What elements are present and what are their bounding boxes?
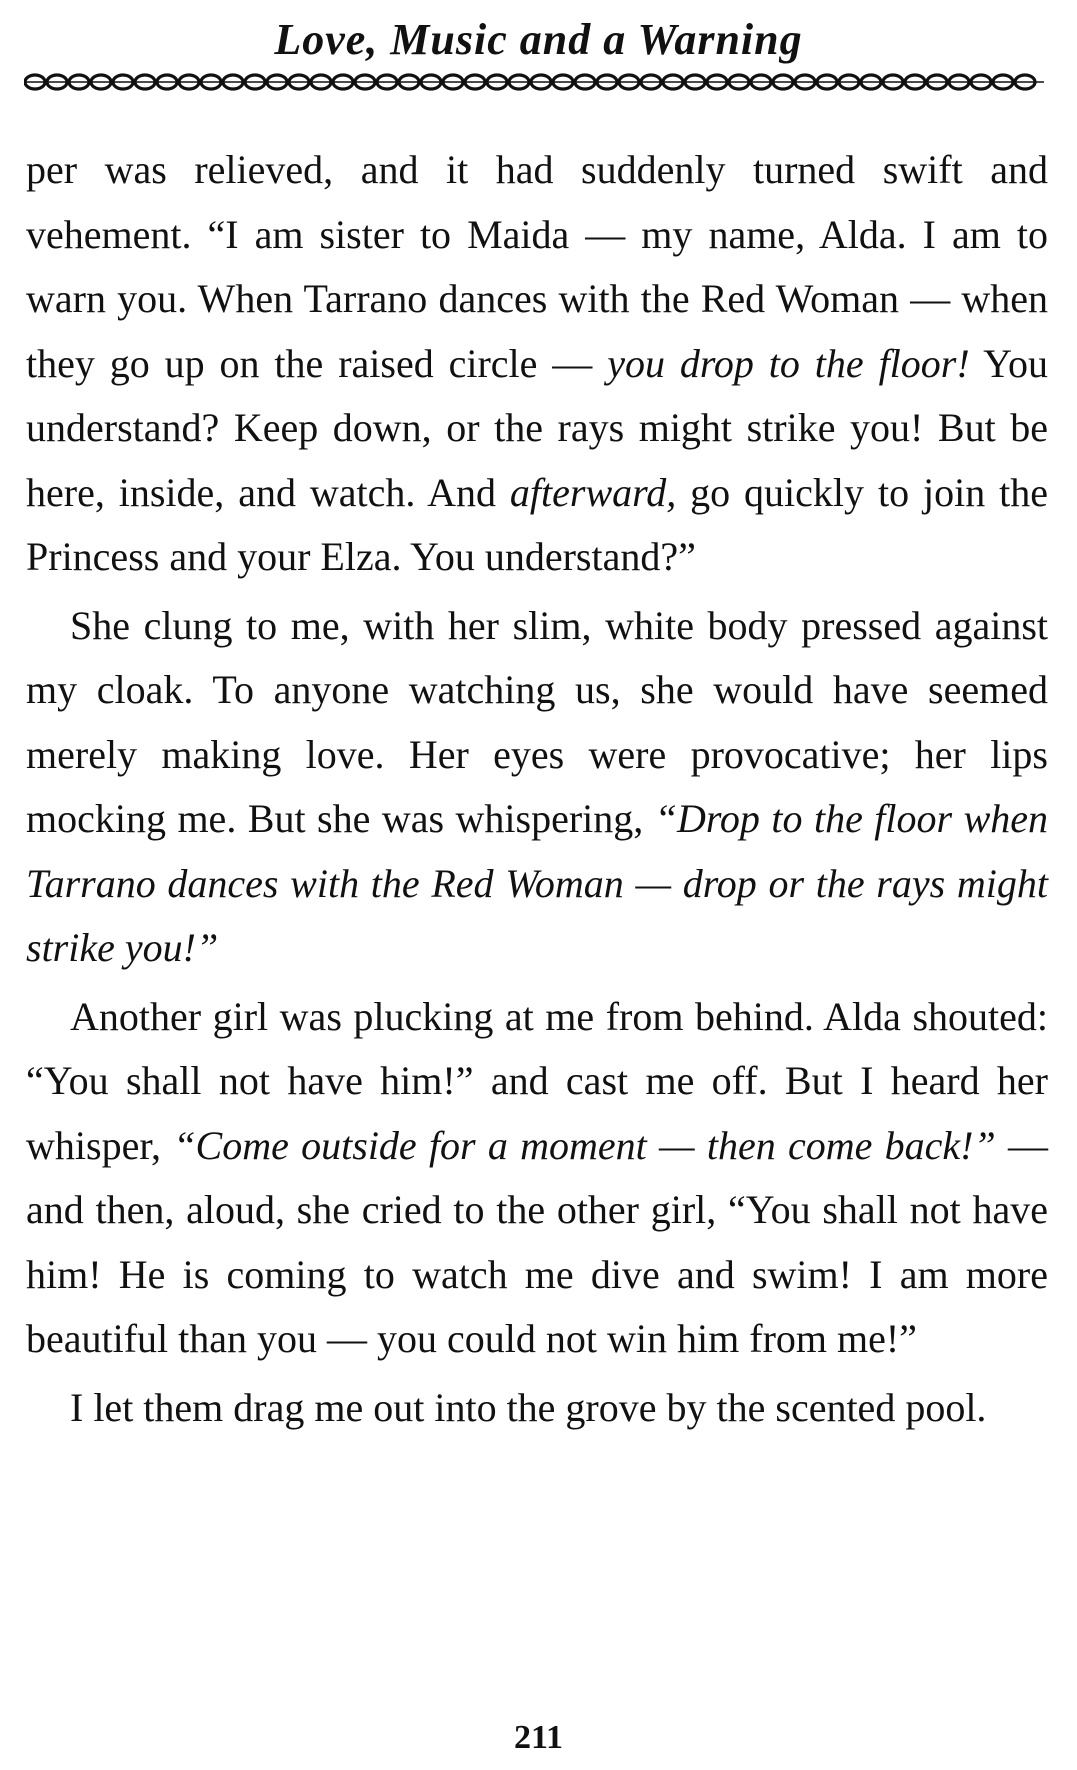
- page-number: 211: [513, 1719, 564, 1756]
- paragraph: [26, 985, 1048, 1372]
- body-text: [26, 138, 1048, 1440]
- italic-text-run: afterward,: [509, 469, 677, 515]
- paragraph: [26, 138, 1048, 590]
- text-run: per was relieved, and it had suddenly turned swift and vehement. “I am sister to Maida — my name, Alda. I am to warn you. When Tarrano dances with the Red Woman — when they go up on the raised circle —: [26, 147, 1048, 386]
- decorative-border-rule: [24, 70, 1044, 94]
- paragraph: [26, 594, 1048, 981]
- paragraph: [26, 1376, 1048, 1441]
- text-run: She clung to me, with her slim, white body pressed against my cloak. To anyone watching us, she would have seemed merely making love. Her eyes were provocative; her lips mocking me. But she was whispering,: [26, 602, 1048, 841]
- text-run: I let them drag me out into the grove by the scented pool.: [70, 1384, 987, 1430]
- italic-text-run: you drop to the floor!: [607, 340, 970, 386]
- italic-text-run: “Drop to the floor when Tarrano dances with the Red Woman — drop or the rays might strike you!”: [26, 796, 1049, 970]
- text-run: — and then, aloud, she cried to the other girl, “You shall not have him! He is coming to watch me dive and swim! I am more beautiful than you — you could not win him from me!”: [26, 1122, 1049, 1361]
- text-run: Another girl was plucking at me from behind. Alda shouted: “You shall not have him!” and cast me off. But I heard her whisper,: [26, 993, 1048, 1168]
- running-head: Love, Music and a Warning: [274, 15, 803, 64]
- text-run: go quickly to join the Princess and your Elza. You understand?”: [26, 469, 1048, 579]
- italic-text-run: “Come outside for a moment — then come back!”: [173, 1122, 996, 1168]
- text-run: You understand? Keep down, or the rays might strike you! But be here, inside, and watch. And: [26, 340, 1048, 515]
